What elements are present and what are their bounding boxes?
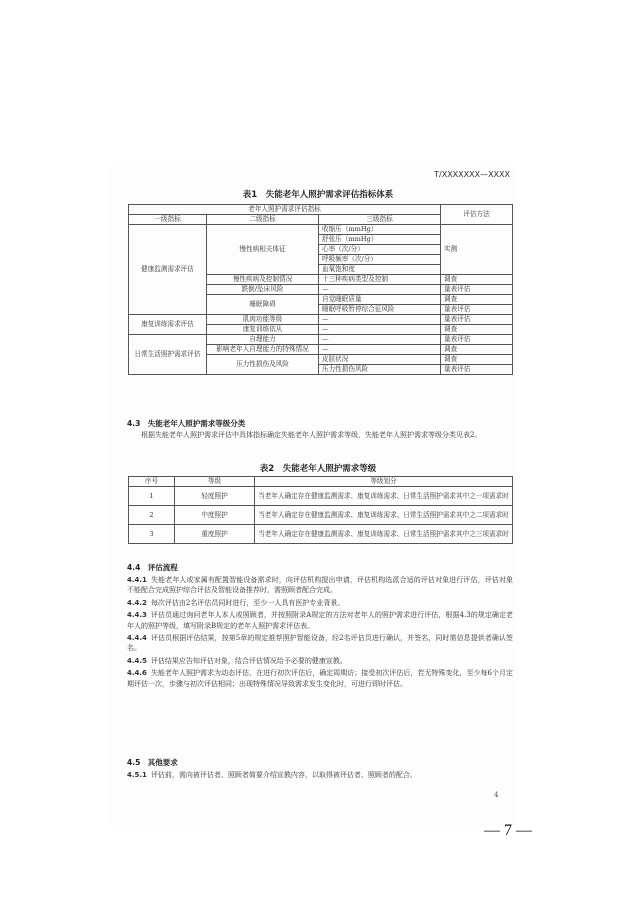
- table1-level2-cell: 跌倒/坠床风险: [207, 285, 319, 295]
- section-4-4-clause: [127, 633, 513, 654]
- table2-caption: 表2 失能老年人照护需求等级: [259, 464, 377, 474]
- table2-desc-cell: 当老年人确定存在健康监测需求、康复训练需求、日常生活照护需求其中之三项需求时: [255, 525, 513, 544]
- table1-level2-cell: 肌肉功能等级: [207, 315, 319, 325]
- table1-level2-cell: 康复训练依从: [207, 325, 319, 335]
- table1-level3-cell: 睡眠呼吸暂停综合征风险: [319, 305, 441, 315]
- table2-level-cell: 中度照护: [175, 506, 255, 525]
- table2-desc-cell: 当老年人确定存在健康监测需求、康复训练需求、日常生活照护需求其中之一项需求时: [255, 487, 513, 506]
- table1-method-cell: 量表评估: [441, 285, 513, 295]
- section-4-5-clause: [127, 770, 513, 780]
- table1-method-cell: 调查: [441, 325, 513, 335]
- clause-number: 4.4.6: [127, 669, 147, 678]
- section-4-3-paragraph: 根据失能老年人照护需求评估中具体指标确定失能老年人照护需求等级，失能老年人照护需求等级分类见表2。: [141, 431, 482, 439]
- table2-level-cell: 重度照护: [175, 525, 255, 544]
- table1-header-indicators: 老年人照护需求评估指标: [129, 205, 441, 215]
- table1-level3-cell: 血氧饱和度: [319, 265, 441, 275]
- table2-row: [129, 525, 513, 544]
- clause-number: 4.4.4: [127, 634, 147, 642]
- table1-method-cell: 实测: [441, 225, 513, 275]
- clause-text: 评估结果应告知评估对象，结合评估情况给予必要的健康宣教。: [150, 656, 347, 665]
- inner-page-number: 4: [494, 791, 499, 799]
- table2-care-levels: [128, 476, 513, 544]
- table2-no-cell: 2: [129, 506, 175, 525]
- table1-level3-cell: 呼吸频率（次/分）: [319, 255, 441, 265]
- table1-level1-cell: 健康监测需求评估: [129, 225, 207, 315]
- clause-number: 4.5.1: [127, 771, 147, 779]
- table1-level2-cell: 睡眠障碍: [207, 295, 319, 315]
- section-4-4-clause: [127, 598, 513, 608]
- clause-number: 4.4.1: [127, 576, 147, 584]
- table2-level-cell: 轻度照护: [175, 487, 255, 506]
- table1-level2-cell: 影响老年人自理能力的特殊情况: [207, 345, 319, 355]
- section-4-4-clause: [127, 610, 513, 631]
- table1-col-header: 一级指标: [129, 215, 207, 225]
- table1-method-cell: 量表评估: [441, 335, 513, 345]
- section-4-3-heading: 4.3 失能老年人照护需求等级分类: [127, 419, 246, 428]
- table1-method-cell: 调查: [441, 295, 513, 305]
- clause-text: 每次评估由2名评估员同时进行，至少一人具有医护专业背景。: [150, 598, 345, 607]
- table1-level3-cell: 舒张压（mmHg）: [319, 235, 441, 245]
- table2-header-row: [129, 477, 513, 487]
- section-4-4-clause: [127, 668, 513, 689]
- table1-row: [129, 315, 513, 325]
- page-number: — 7 —: [484, 822, 532, 839]
- table1-level1-cell: 康复训练需求评估: [129, 315, 207, 335]
- clause-number: 4.4.2: [127, 598, 147, 607]
- table1-header-method: 评估方法: [441, 205, 513, 225]
- table1-level3-cell: 心率（次/分）: [319, 245, 441, 255]
- section-4-5-heading: 4.5 其他要求: [127, 758, 178, 767]
- table2-row: [129, 506, 513, 525]
- table1-level3-cell: 收缩压（mmHg）: [319, 225, 441, 235]
- section-4-4-clause: [127, 656, 513, 666]
- table1-level3-cell: —: [319, 315, 441, 325]
- clause-number: 4.4.5: [127, 656, 147, 665]
- table1-level3-cell: 自觉睡眠质量: [319, 295, 441, 305]
- table1-level3-cell: —: [319, 325, 441, 335]
- table1-level3-cell: 十三种疾病类型及控制: [319, 275, 441, 285]
- table1-indicator-system: [128, 204, 513, 375]
- table1-col-header: 三级指标: [319, 215, 441, 225]
- table1-level3-cell: —: [319, 285, 441, 295]
- table1-header-row: [129, 205, 513, 215]
- table1-method-cell: 量表评估: [441, 365, 513, 375]
- table1-col-header: 二级指标: [207, 215, 319, 225]
- table1-level3-cell: —: [319, 345, 441, 355]
- table2-desc-cell: 当老年人确定存在健康监测需求、康复训练需求、日常生活照护需求其中之二项需求时: [255, 506, 513, 525]
- section-4-4-heading: 4.4 评估流程: [127, 563, 178, 572]
- table1-level1-cell: 日常生活照护需求评估: [129, 335, 207, 375]
- table2-row: [129, 487, 513, 506]
- clause-text: 失能老年人或家属有配置智能设备需求时，向评估机构提出申请，评估机构选派合适的评估对象进行评估，评估对象不能配合完成照护综合评估及智能设备推荐时，需照顾者配合完成。: [127, 576, 513, 595]
- clause-number: 4.4.3: [127, 611, 147, 620]
- table1-level2-cell: 自理能力: [207, 335, 319, 345]
- table1-level3-cell: 皮肤状况: [319, 355, 441, 365]
- section-4-4-clause: [127, 575, 513, 596]
- table1-method-cell: 调查: [441, 345, 513, 355]
- table1-method-cell: 调查: [441, 355, 513, 365]
- table2-header-level: 等级: [175, 477, 255, 487]
- table1-level3-cell: —: [319, 335, 441, 345]
- table1-method-cell: 量表评估: [441, 305, 513, 315]
- table1-level2-cell: 压力性损伤及风险: [207, 355, 319, 375]
- table1-row: [129, 225, 513, 235]
- table1-caption: 表1 失能老年人照护需求评估指标体系: [242, 190, 394, 200]
- clause-text: 失能老年人照护需求为动态评估，在进行初次评估后，确定周期访；接受初次评估后，若无特殊变化，至少每6个月定期评估一次，步骤与初次评估相同；出现特殊情况导致需求发生变化时，可进行即时评估。: [127, 669, 513, 688]
- table2-no-cell: 3: [129, 525, 175, 544]
- table1-level3-cell: 压力性损伤风险: [319, 365, 441, 375]
- table1-level2-cell: 慢性病相关体征: [207, 225, 319, 275]
- document-code: T/XXXXXXX—XXXX: [434, 170, 510, 179]
- table1-method-cell: 量表评估: [441, 315, 513, 325]
- table1-row: [129, 335, 513, 345]
- clause-text: 评估员根据评估结果，按第5章的规定推荐照护智能设备，经2名评估员进行确认，并签名，同时需信息提供者确认签名。: [127, 634, 513, 653]
- table2-no-cell: 1: [129, 487, 175, 506]
- table2-header-no: 序号: [129, 477, 175, 487]
- clause-text: 评估前，需向被评估者、照顾者简要介绍宣教内容，以取得被评估者、照顾者的配合。: [150, 771, 417, 779]
- table1-method-cell: 调查: [441, 275, 513, 285]
- table1-level2-cell: 慢性疾病及控制情况: [207, 275, 319, 285]
- table2-header-desc: 等级划分: [255, 477, 513, 487]
- clause-text: 评估员通过询问老年人本人或照顾者，并按照附录A规定的方法对老年人的照护需求进行评估，根据4.3的规定确定老年人的照护等级，填写附录B规定的老年人照护需求评估表。: [127, 611, 513, 630]
